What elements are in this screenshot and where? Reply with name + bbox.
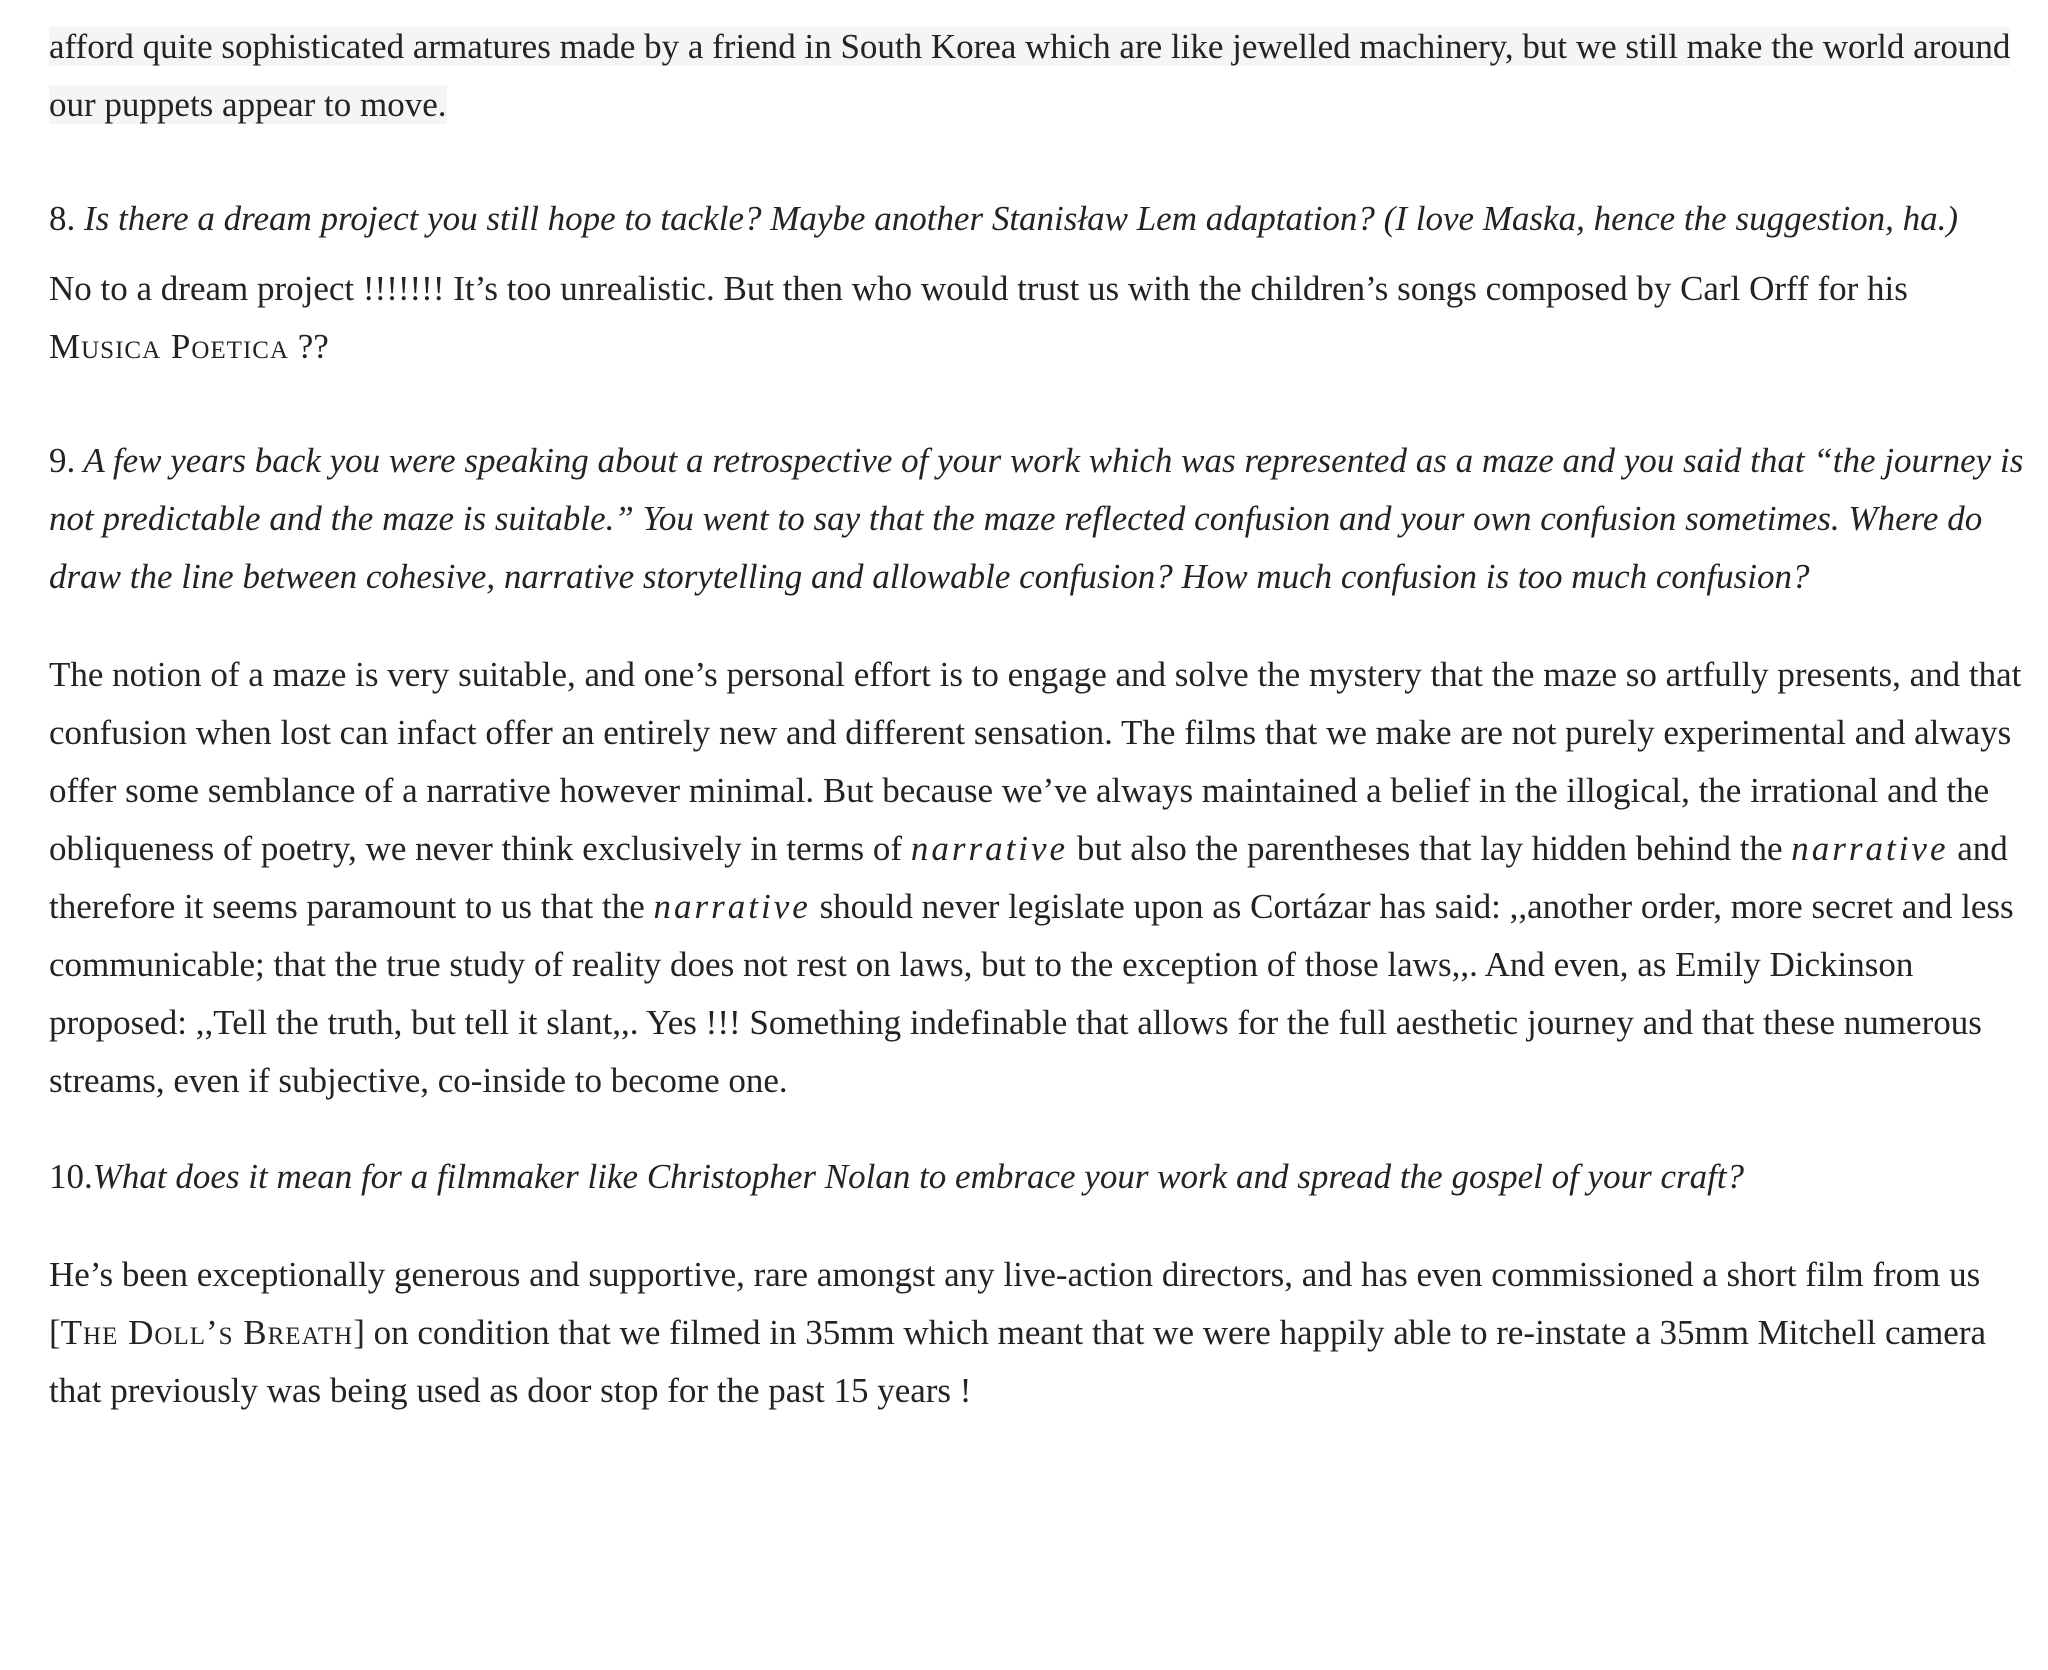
- question-8: [49, 190, 2024, 248]
- question-9: [49, 432, 2024, 606]
- answer-text: He’s been exceptionally generous and supportive, rare amongst any live-action directors, and has even commissioned a short film from us [: [49, 1255, 1981, 1352]
- answer-9: [49, 646, 2024, 1110]
- intro-paragraph: [49, 18, 2024, 134]
- question-text: Is there a dream project you still hope to tackle? Maybe another Stanisław Lem adaptation? (I love Maska, hence the suggestion, ha.): [84, 199, 1959, 238]
- answer-text: No to a dream project !!!!!!! It’s too unrealistic. But then who would trust us with the children’s songs composed by Carl Orff for his: [49, 269, 1908, 308]
- interview-article: [49, 18, 2024, 1420]
- question-text: A few years back you were speaking about a retrospective of your work which was represented as a maze and you said that “the journey is not predictable and the maze is suitable.” You went to say that the maze reflected confusion and your own confusion sometimes. Where do draw the line between cohesive, narrative storytelling and allowable confusion? How much confusion is too much confusion?: [49, 441, 2024, 596]
- emphasis-word: narrative: [910, 829, 1069, 868]
- answer-text: but also the parentheses that lay hidden behind the: [1076, 829, 1783, 868]
- question-number: 9.: [49, 441, 76, 480]
- answer-tail: ??: [297, 327, 329, 366]
- question-number: 10.: [49, 1157, 93, 1196]
- answer-text: and therefore it seems paramount to us that the: [49, 829, 2008, 926]
- answer-text: The notion of a maze is very suitable, and one’s personal effort is to engage and solve the mystery that the maze so artfully presents, and that confusion when lost can infact offer an entirely new and different sensation. The films that we make are not purely experimental and always offer some semblance of a narrative however minimal. But because we’ve always maintained a belief in the illogical, the irrational and the obliqueness of poetry, we never think exclusively in terms of: [49, 655, 2022, 868]
- answer-8: [49, 260, 2024, 376]
- selected-text: afford quite sophisticated armatures made by a friend in South Korea which are like jewelled machinery, but we still make the world around our puppets appear to move.: [49, 27, 2011, 124]
- answer-10: [49, 1246, 2024, 1420]
- question-number: 8.: [49, 199, 76, 238]
- answer-text: ] on condition that we filmed in 35mm which meant that we were happily able to re-instate a 35mm Mitchell camera that previously was being used as door stop for the past 15 years !: [49, 1313, 1987, 1410]
- question-10: [49, 1148, 2024, 1206]
- emphasis-word: narrative: [1791, 829, 1949, 868]
- work-title: Musica Poetica: [49, 327, 289, 366]
- emphasis-word: narrative: [653, 887, 811, 926]
- answer-text: should never legislate upon as Cortázar has said: ,,another order, more secret and less communicable; that the true study of reality does not rest on laws, but to the exception of those laws,,. And even, as Emily Dickinson proposed: ,,Tell the truth, but tell it slant,,. Yes !!! Something indefinable that allows for the full aesthetic journey and that these numerous streams, even if subjective, co-inside to become one.: [49, 887, 2014, 1100]
- work-title: The Doll’s Breath: [60, 1313, 354, 1352]
- question-text: What does it mean for a filmmaker like Christopher Nolan to embrace your work and spread the gospel of your craft?: [92, 1157, 1745, 1196]
